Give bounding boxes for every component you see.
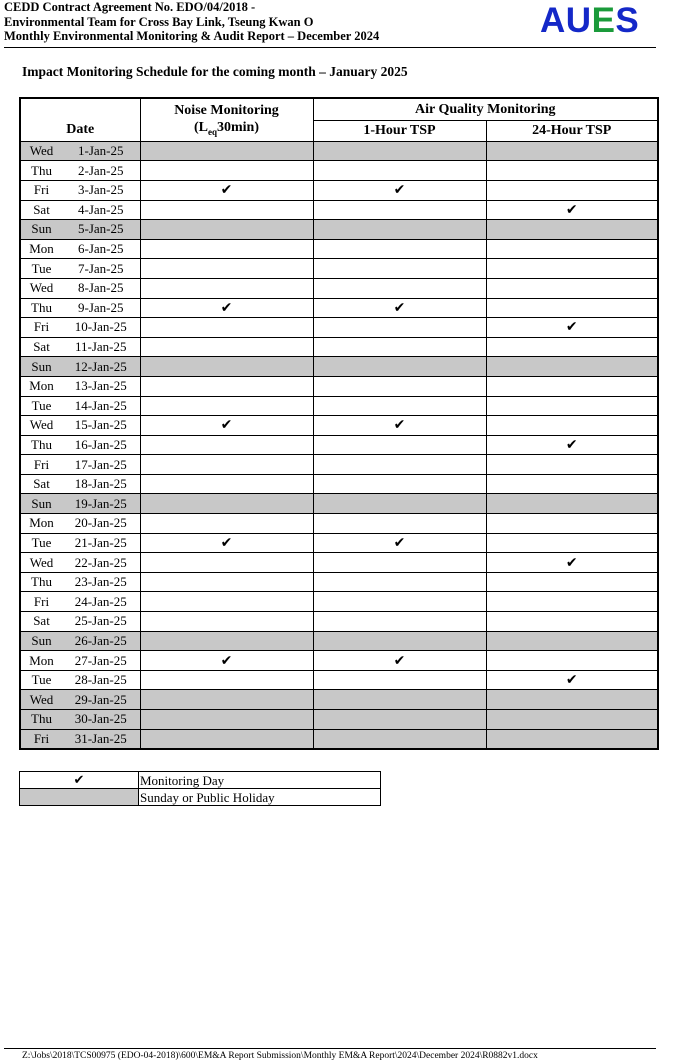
date-cell: 20-Jan-25 bbox=[62, 514, 140, 534]
date-cell: 3-Jan-25 bbox=[62, 180, 140, 200]
tsp-1hour-cell bbox=[313, 259, 486, 279]
day-of-week-cell: Wed bbox=[20, 416, 62, 436]
tsp-1hour-cell bbox=[313, 710, 486, 730]
table-row bbox=[20, 259, 658, 279]
date-cell: 6-Jan-25 bbox=[62, 239, 140, 259]
tsp-1hour-cell bbox=[313, 592, 486, 612]
tsp-24hour-cell bbox=[486, 631, 658, 651]
tsp-24hour-cell bbox=[486, 259, 658, 279]
day-of-week-cell: Thu bbox=[20, 710, 62, 730]
date-cell: 12-Jan-25 bbox=[62, 357, 140, 377]
date-cell: 4-Jan-25 bbox=[62, 200, 140, 220]
tsp-24hour-cell bbox=[486, 180, 658, 200]
tsp-24hour-cell bbox=[486, 416, 658, 436]
table-row bbox=[20, 572, 658, 592]
table-row bbox=[20, 729, 658, 749]
day-of-week-cell: Sun bbox=[20, 631, 62, 651]
tsp-1hour-cell bbox=[313, 474, 486, 494]
tsp-1hour-cell bbox=[313, 435, 486, 455]
noise-cell bbox=[140, 200, 313, 220]
tsp-24hour-cell bbox=[486, 651, 658, 671]
noise-cell bbox=[140, 729, 313, 749]
check-icon: ✔ bbox=[20, 772, 139, 789]
date-cell: 10-Jan-25 bbox=[62, 318, 140, 338]
date-cell: 21-Jan-25 bbox=[62, 533, 140, 553]
logo-letter: U bbox=[565, 1, 592, 40]
noise-cell bbox=[140, 318, 313, 338]
header-rule bbox=[4, 47, 656, 48]
noise-cell bbox=[140, 631, 313, 651]
table-row bbox=[20, 651, 658, 671]
noise-cell bbox=[140, 435, 313, 455]
tsp-1hour-cell: ✔ bbox=[313, 651, 486, 671]
tsp-1hour-cell bbox=[313, 455, 486, 475]
header-line-3: Monthly Environmental Monitoring & Audit Report – December 2024 bbox=[4, 29, 380, 44]
aues-logo bbox=[540, 2, 639, 40]
tsp-1hour-cell bbox=[313, 494, 486, 514]
tsp-1hour-cell bbox=[313, 220, 486, 240]
date-cell: 13-Jan-25 bbox=[62, 376, 140, 396]
date-cell: 27-Jan-25 bbox=[62, 651, 140, 671]
table-row bbox=[20, 376, 658, 396]
logo-letter: A bbox=[540, 1, 566, 40]
day-of-week-cell: Wed bbox=[20, 553, 62, 573]
tsp-1hour-cell bbox=[313, 631, 486, 651]
day-of-week-cell: Wed bbox=[20, 141, 62, 161]
date-cell: 15-Jan-25 bbox=[62, 416, 140, 436]
noise-cell bbox=[140, 553, 313, 573]
tsp-24hour-cell bbox=[486, 592, 658, 612]
tsp-24hour-cell bbox=[486, 239, 658, 259]
tsp-24hour-cell bbox=[486, 514, 658, 534]
day-of-week-cell: Sun bbox=[20, 357, 62, 377]
day-of-week-cell: Sat bbox=[20, 612, 62, 632]
day-of-week-cell: Tue bbox=[20, 259, 62, 279]
noise-header-line2 bbox=[141, 119, 313, 141]
date-cell: 30-Jan-25 bbox=[62, 710, 140, 730]
tsp-1hour-cell bbox=[313, 278, 486, 298]
noise-cell bbox=[140, 612, 313, 632]
tsp-1hour-cell bbox=[313, 514, 486, 534]
day-of-week-cell: Tue bbox=[20, 533, 62, 553]
noise-cell bbox=[140, 278, 313, 298]
tsp-24hour-cell bbox=[486, 729, 658, 749]
noise-cell: ✔ bbox=[140, 651, 313, 671]
noise-cell: ✔ bbox=[140, 416, 313, 436]
tsp-24hour-cell bbox=[486, 474, 658, 494]
tsp-24hour-cell bbox=[486, 376, 658, 396]
air-quality-column-header: Air Quality Monitoring bbox=[313, 98, 658, 121]
day-of-week-cell: Sat bbox=[20, 200, 62, 220]
table-row bbox=[20, 670, 658, 690]
tsp-24hour-cell bbox=[486, 690, 658, 710]
tsp-1hour-cell bbox=[313, 161, 486, 181]
legend-holiday-label: Sunday or Public Holiday bbox=[139, 789, 381, 806]
table-row bbox=[20, 180, 658, 200]
tsp-24hour-cell bbox=[486, 612, 658, 632]
tsp-24hour-cell bbox=[486, 161, 658, 181]
table-row bbox=[20, 200, 658, 220]
date-cell: 17-Jan-25 bbox=[62, 455, 140, 475]
tsp-24hour-cell bbox=[486, 533, 658, 553]
tsp-1hour-cell: ✔ bbox=[313, 533, 486, 553]
date-cell: 26-Jan-25 bbox=[62, 631, 140, 651]
tsp-1hour-cell bbox=[313, 376, 486, 396]
table-row bbox=[20, 141, 658, 161]
tsp-1hour-cell bbox=[313, 200, 486, 220]
noise-header-rest: 30min) bbox=[217, 120, 259, 135]
noise-cell bbox=[140, 357, 313, 377]
noise-cell bbox=[140, 455, 313, 475]
header-line-1: CEDD Contract Agreement No. EDO/04/2018 - bbox=[4, 0, 256, 14]
noise-cell bbox=[140, 259, 313, 279]
table-row bbox=[20, 553, 658, 573]
day-of-week-cell: Wed bbox=[20, 278, 62, 298]
noise-cell bbox=[140, 396, 313, 416]
date-cell: 11-Jan-25 bbox=[62, 337, 140, 357]
date-cell: 28-Jan-25 bbox=[62, 670, 140, 690]
date-cell: 18-Jan-25 bbox=[62, 474, 140, 494]
noise-cell bbox=[140, 710, 313, 730]
tsp-1hour-cell bbox=[313, 337, 486, 357]
tsp-24hour-cell bbox=[486, 396, 658, 416]
page-title: Impact Monitoring Schedule for the coming month – January 2025 bbox=[22, 64, 408, 79]
date-cell: 19-Jan-25 bbox=[62, 494, 140, 514]
noise-cell bbox=[140, 474, 313, 494]
table-row bbox=[20, 220, 658, 240]
schedule-body bbox=[20, 141, 658, 749]
noise-cell bbox=[140, 592, 313, 612]
date-cell: 1-Jan-25 bbox=[62, 141, 140, 161]
footer-path: Z:\Jobs\2018\TCS00975 (EDO-04-2018)\600\EM&A Report Submission\Monthly EM&A Report\2024\December 2024\R0882v1.docx bbox=[22, 1051, 538, 1061]
tsp-24hour-cell bbox=[486, 141, 658, 161]
tsp-24hour-cell bbox=[486, 455, 658, 475]
legend-monitoring-label: Monitoring Day bbox=[139, 772, 381, 789]
day-of-week-cell: Mon bbox=[20, 514, 62, 534]
noise-header-line1: Noise Monitoring bbox=[174, 103, 279, 118]
tsp-24hour-cell bbox=[486, 298, 658, 318]
noise-cell bbox=[140, 337, 313, 357]
day-of-week-cell: Sat bbox=[20, 337, 62, 357]
tsp-1hour-cell bbox=[313, 729, 486, 749]
tsp-1hour-cell: ✔ bbox=[313, 298, 486, 318]
legend-row-holiday bbox=[20, 789, 381, 806]
table-row bbox=[20, 455, 658, 475]
table-row bbox=[20, 298, 658, 318]
noise-cell: ✔ bbox=[140, 298, 313, 318]
day-of-week-cell: Fri bbox=[20, 729, 62, 749]
tsp-24hour-cell bbox=[486, 494, 658, 514]
legend-row-monitoring bbox=[20, 772, 381, 789]
noise-header-l: (L bbox=[194, 120, 208, 135]
table-row bbox=[20, 416, 658, 436]
day-of-week-cell: Fri bbox=[20, 592, 62, 612]
day-of-week-cell: Sun bbox=[20, 494, 62, 514]
day-of-week-cell: Mon bbox=[20, 239, 62, 259]
footer-rule bbox=[4, 1048, 656, 1049]
noise-cell bbox=[140, 376, 313, 396]
noise-header-sub: eq bbox=[208, 126, 217, 137]
date-cell: 29-Jan-25 bbox=[62, 690, 140, 710]
day-of-week-cell: Mon bbox=[20, 651, 62, 671]
logo-letter: E bbox=[591, 1, 616, 40]
document-header bbox=[4, 0, 504, 44]
table-row bbox=[20, 533, 658, 553]
noise-column-header bbox=[140, 98, 313, 141]
tsp-1hour-cell bbox=[313, 612, 486, 632]
legend-shade-swatch bbox=[20, 789, 139, 806]
tsp-1hour-cell bbox=[313, 670, 486, 690]
date-cell: 2-Jan-25 bbox=[62, 161, 140, 181]
tsp-24hour-cell: ✔ bbox=[486, 200, 658, 220]
date-cell: 5-Jan-25 bbox=[62, 220, 140, 240]
tsp-1hour-cell bbox=[313, 572, 486, 592]
tsp-24hour-cell bbox=[486, 337, 658, 357]
noise-cell bbox=[140, 239, 313, 259]
day-of-week-cell: Mon bbox=[20, 376, 62, 396]
noise-cell bbox=[140, 494, 313, 514]
logo-letter: S bbox=[615, 1, 640, 40]
noise-cell: ✔ bbox=[140, 180, 313, 200]
table-row bbox=[20, 514, 658, 534]
table-row bbox=[20, 710, 658, 730]
tsp-24hour-cell: ✔ bbox=[486, 435, 658, 455]
tsp-24hour-cell: ✔ bbox=[486, 553, 658, 573]
tsp-24hour-cell: ✔ bbox=[486, 670, 658, 690]
day-of-week-cell: Fri bbox=[20, 180, 62, 200]
noise-cell bbox=[140, 141, 313, 161]
tsp-1hour-cell bbox=[313, 239, 486, 259]
header-line-2: Environmental Team for Cross Bay Link, Tseung Kwan O bbox=[4, 14, 314, 29]
tsp-1hour-cell bbox=[313, 553, 486, 573]
table-row bbox=[20, 690, 658, 710]
table-row bbox=[20, 239, 658, 259]
tsp-24hour-cell bbox=[486, 357, 658, 377]
day-of-week-cell: Fri bbox=[20, 318, 62, 338]
tsp-24hour-column-header: 24-Hour TSP bbox=[486, 121, 658, 141]
legend-table bbox=[19, 771, 381, 806]
table-row bbox=[20, 396, 658, 416]
day-of-week-cell: Thu bbox=[20, 298, 62, 318]
noise-cell bbox=[140, 514, 313, 534]
date-column-header: Date bbox=[20, 98, 140, 141]
date-cell: 23-Jan-25 bbox=[62, 572, 140, 592]
tsp-1hour-cell bbox=[313, 318, 486, 338]
date-cell: 31-Jan-25 bbox=[62, 729, 140, 749]
day-of-week-cell: Sat bbox=[20, 474, 62, 494]
tsp-24hour-cell bbox=[486, 220, 658, 240]
date-cell: 22-Jan-25 bbox=[62, 553, 140, 573]
table-row bbox=[20, 435, 658, 455]
tsp-1hour-cell bbox=[313, 357, 486, 377]
table-row bbox=[20, 357, 658, 377]
day-of-week-cell: Fri bbox=[20, 455, 62, 475]
table-row bbox=[20, 592, 658, 612]
date-cell: 16-Jan-25 bbox=[62, 435, 140, 455]
date-cell: 8-Jan-25 bbox=[62, 278, 140, 298]
date-cell: 24-Jan-25 bbox=[62, 592, 140, 612]
date-cell: 7-Jan-25 bbox=[62, 259, 140, 279]
tsp-24hour-cell bbox=[486, 278, 658, 298]
tsp-1hour-cell: ✔ bbox=[313, 416, 486, 436]
table-row bbox=[20, 337, 658, 357]
date-cell: 9-Jan-25 bbox=[62, 298, 140, 318]
noise-cell bbox=[140, 670, 313, 690]
day-of-week-cell: Tue bbox=[20, 670, 62, 690]
date-cell: 25-Jan-25 bbox=[62, 612, 140, 632]
table-row bbox=[20, 161, 658, 181]
tsp-1hour-cell: ✔ bbox=[313, 180, 486, 200]
table-row bbox=[20, 318, 658, 338]
tsp-24hour-cell bbox=[486, 710, 658, 730]
noise-cell: ✔ bbox=[140, 533, 313, 553]
table-row bbox=[20, 494, 658, 514]
table-row bbox=[20, 278, 658, 298]
tsp-1hour-cell bbox=[313, 690, 486, 710]
table-row bbox=[20, 474, 658, 494]
tsp-24hour-cell bbox=[486, 572, 658, 592]
day-of-week-cell: Sun bbox=[20, 220, 62, 240]
day-of-week-cell: Tue bbox=[20, 396, 62, 416]
noise-cell bbox=[140, 220, 313, 240]
noise-cell bbox=[140, 161, 313, 181]
table-row bbox=[20, 612, 658, 632]
date-cell: 14-Jan-25 bbox=[62, 396, 140, 416]
day-of-week-cell: Thu bbox=[20, 435, 62, 455]
tsp-1hour-cell bbox=[313, 396, 486, 416]
table-row bbox=[20, 631, 658, 651]
day-of-week-cell: Thu bbox=[20, 572, 62, 592]
noise-cell bbox=[140, 690, 313, 710]
day-of-week-cell: Wed bbox=[20, 690, 62, 710]
tsp-1hour-cell bbox=[313, 141, 486, 161]
monitoring-schedule-table bbox=[19, 97, 659, 750]
tsp-24hour-cell: ✔ bbox=[486, 318, 658, 338]
noise-cell bbox=[140, 572, 313, 592]
day-of-week-cell: Thu bbox=[20, 161, 62, 181]
tsp-1hour-column-header: 1-Hour TSP bbox=[313, 121, 486, 141]
